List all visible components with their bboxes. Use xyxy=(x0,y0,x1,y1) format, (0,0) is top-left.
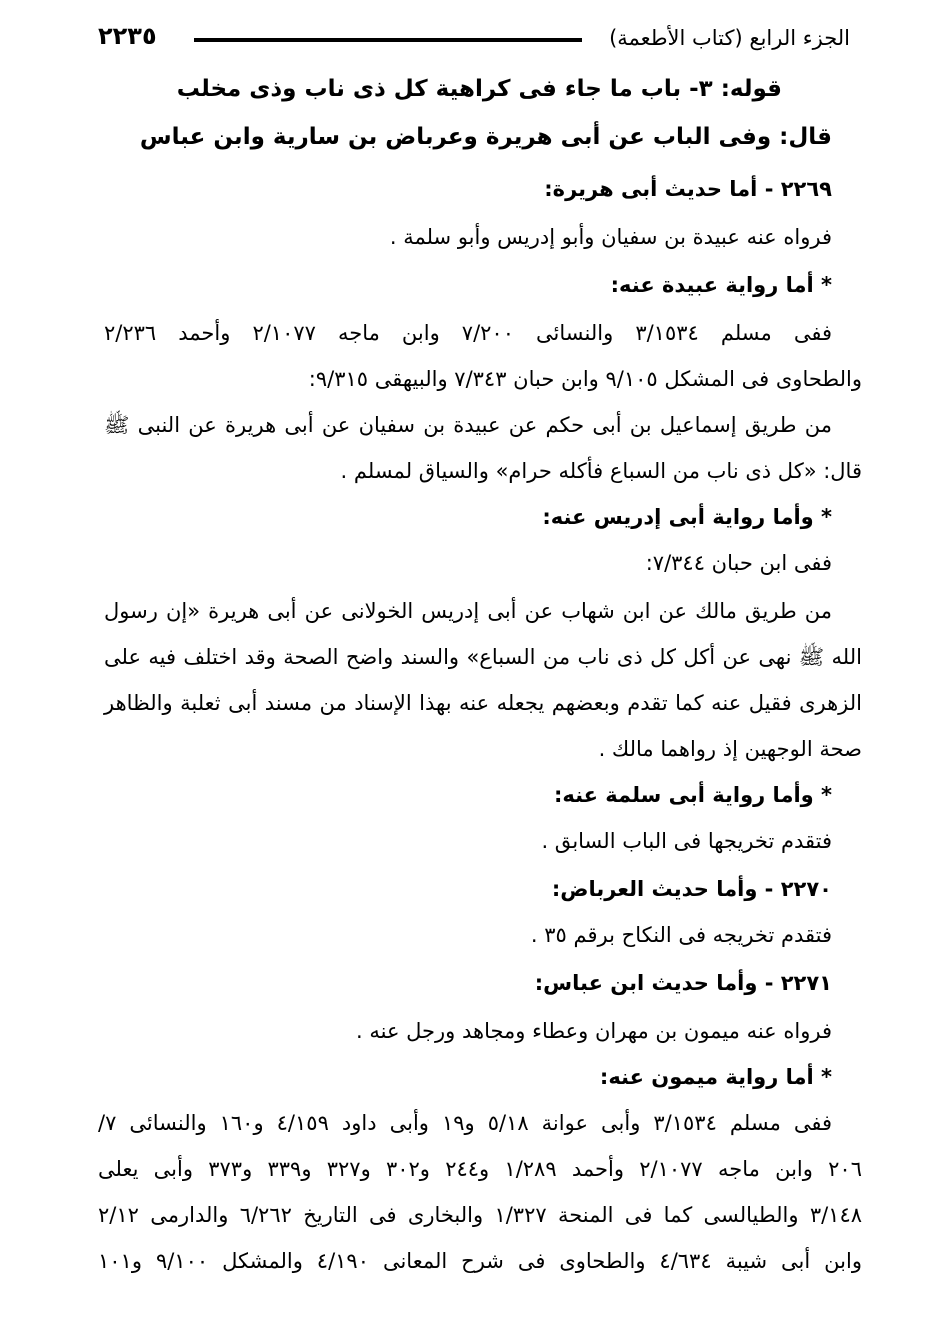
hadith-heading: ٢٢٦٩ - أما حديث أبى هريرة: xyxy=(544,177,832,201)
text-line: فرواه عنه ميمون بن مهران وعطاء ومجاهد ورجل عنه . xyxy=(356,1019,832,1043)
text-line: صحة الوجهين إذ رواهما مالك . xyxy=(598,737,862,761)
text-line: ففى ابن حبان ٧/٣٤٤: xyxy=(645,551,832,575)
text-line: والطحاوى فى المشكل ٩/١٠٥ وابن حبان ٧/٣٤٣ والبيهقى ٩/٣١٥: xyxy=(308,367,862,391)
running-title: الجزء الرابع (كتاب الأطعمة) xyxy=(609,26,850,50)
text-line: ففى مسلم ٣/١٥٣٤ وأبى عوانة ٥/١٨ و١٩ وأبى داود ٤/١٥٩ و١٦٠ والنسائى ٧/ xyxy=(98,1111,833,1135)
text-line: فتقدم تخريجها فى الباب السابق . xyxy=(541,829,832,853)
subheading: * وأما رواية أبى إدريس عنه: xyxy=(542,505,832,529)
section-subheading: قال: وفى الباب عن أبى هريرة وعرباض بن سارية وابن عباس xyxy=(139,124,832,150)
text-line: الزهرى فقيل عنه كما تقدم وبعضهم يجعله عنه بهذا الإسناد من مسند أبى ثعلبة والظاهر xyxy=(104,691,862,715)
text-line: فرواه عنه عبيدة بن سفيان وأبو إدريس وأبو سلمة . xyxy=(389,225,832,249)
text-line: ففى مسلم ٣/١٥٣٤ والنسائى ٧/٢٠٠ وابن ماجه ٢/١٠٧٧ وأحمد ٢/٢٣٦ xyxy=(104,321,832,345)
text-line: من طريق إسماعيل بن أبى حكم عن عبيدة بن سفيان عن أبى هريرة عن النبى ﷺ xyxy=(104,413,832,437)
page-header xyxy=(98,14,850,62)
subheading: * أما رواية ميمون عنه: xyxy=(599,1065,832,1089)
page-number: ٢٢٣٥ xyxy=(98,22,157,50)
hadith-heading: ٢٢٧٠ - وأما حديث العرباض: xyxy=(551,877,832,901)
text-line: ٢٠٦ وابن ماجه ٢/١٠٧٧ وأحمد ١/٢٨٩ و٢٤٤ و٣٠٢ و٣٢٧ و٣٣٩ و٣٧٣ وأبى يعلى xyxy=(98,1157,862,1181)
text-line: فتقدم تخريجه فى النكاح برقم ٣٥ . xyxy=(530,923,832,947)
text-line: من طريق مالك عن ابن شهاب عن أبى إدريس الخولانى عن أبى هريرة «إن رسول xyxy=(104,599,832,623)
section-heading: قوله: ٣- باب ما جاء فى كراهية كل ذى ناب وذى مخلب xyxy=(176,76,782,102)
subheading: * وأما رواية أبى سلمة عنه: xyxy=(553,783,832,807)
header-rule xyxy=(194,38,582,42)
subheading: * أما رواية عبيدة عنه: xyxy=(610,273,832,297)
hadith-heading: ٢٢٧١ - وأما حديث ابن عباس: xyxy=(534,971,832,995)
text-line: قال: «كل ذى ناب من السباع فأكله حرام» والسياق لمسلم . xyxy=(340,459,862,483)
text-line: ٣/١٤٨ والطيالسى كما فى المنحة ١/٣٢٧ والبخارى فى التاريخ ٦/٢٦٢ والدارمى ٢/١٢ xyxy=(98,1203,863,1227)
text-line: الله ﷺ نهى عن أكل كل ذى ناب من السباع» والسند واضح الصحة وقد اختلف فيه على xyxy=(104,645,862,669)
text-line: وابن أبى شيبة ٤/٦٣٤ والطحاوى فى شرح المعانى ٤/١٩٠ والمشكل ٩/١٠٠ و١٠١ xyxy=(98,1249,862,1273)
